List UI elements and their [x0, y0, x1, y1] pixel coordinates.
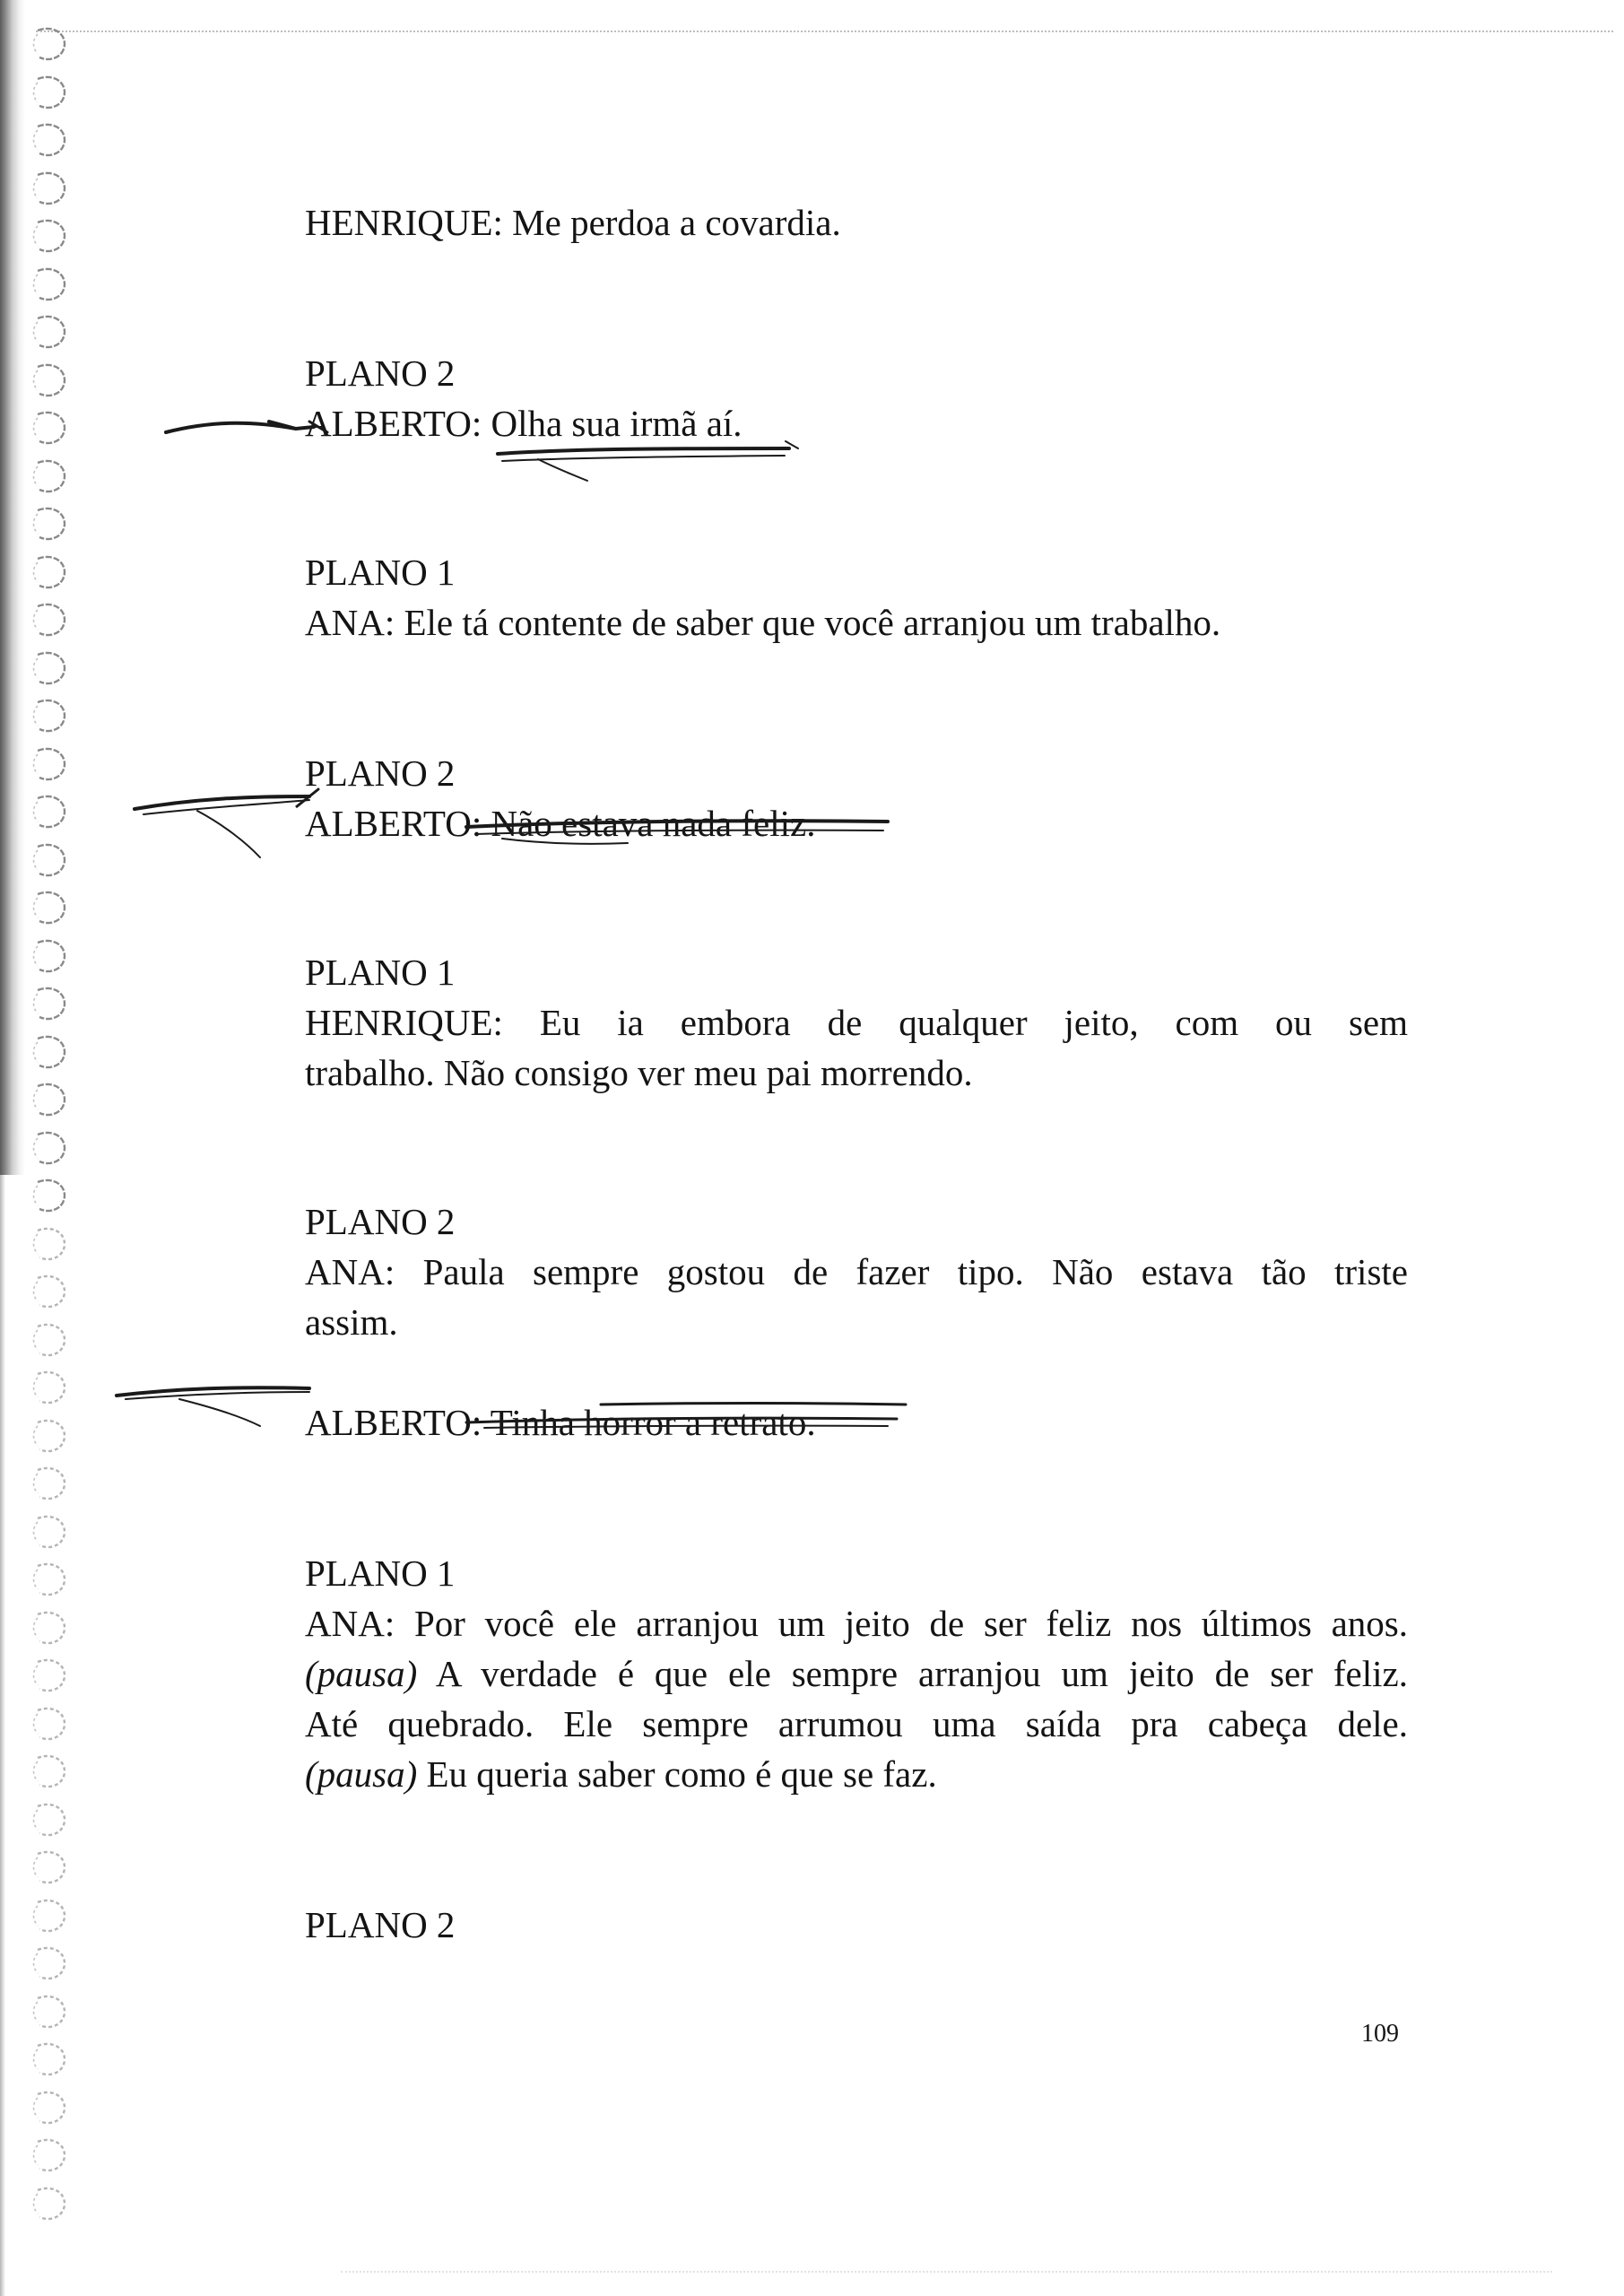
binding-ring: [25, 168, 70, 209]
script-page: [305, 197, 1408, 1950]
binding-ring: [25, 1511, 70, 1552]
binding-ring: [25, 1127, 70, 1169]
scene-block-ana-3: [305, 1548, 1408, 1799]
scene-heading: PLANO 2: [305, 1201, 456, 1242]
binding-ring: [25, 695, 70, 736]
scene-heading: PLANO 2: [305, 352, 456, 394]
binding-ring: [25, 1895, 70, 1936]
dialogue-line: assim.: [305, 1301, 398, 1343]
scene-block-ana-1: [305, 547, 1408, 648]
binding-ring: [25, 935, 70, 977]
binding-ring: [25, 1271, 70, 1312]
binding-ring: [25, 1367, 70, 1408]
binding-ring: [25, 215, 70, 257]
binding-ring: [25, 1031, 70, 1073]
stage-direction: (pausa): [305, 1653, 418, 1694]
binding-ring: [25, 1463, 70, 1504]
strike-mark-1: [166, 422, 314, 432]
binding-ring: [25, 1847, 70, 1888]
dialogue-line: HENRIQUE: Eu ia embora de qualquer jeito, com ou sem: [305, 1002, 1408, 1043]
dialogue-line: (pausa) A verdade é que ele sempre arranjou um jeito de ser feliz.: [305, 1653, 1408, 1694]
scene-heading: PLANO 2: [305, 752, 456, 794]
binding-ring: [25, 456, 70, 497]
binding-ring: [25, 1559, 70, 1600]
binding-ring: [25, 2087, 70, 2128]
scene-block-struck-3: [305, 1397, 1408, 1448]
binding-ring: [25, 2183, 70, 2224]
strike-mark-3: [117, 1387, 309, 1396]
binding-ring: [25, 552, 70, 593]
strike-mark-2: [135, 796, 309, 809]
binding-ring: [25, 887, 70, 928]
binding-ring: [25, 360, 70, 401]
stage-direction: (pausa): [305, 1753, 418, 1795]
dialogue-line: ANA: Paula sempre gostou de fazer tipo. Não estava tão triste: [305, 1251, 1408, 1292]
binding-shadow-lower: [0, 1175, 5, 2296]
binding-ring: [25, 23, 70, 65]
binding-ring: [25, 2135, 70, 2176]
struck-dialogue-line: ALBERTO: Tinha horror a retrato.: [305, 1402, 816, 1443]
binding-ring: [25, 1079, 70, 1120]
dialogue-line: ANA: Ele tá contente de saber que você arranjou um trabalho.: [305, 602, 1221, 643]
binding-ring: [25, 264, 70, 305]
scene-heading: PLANO 1: [305, 1552, 456, 1594]
binding-ring: [25, 1991, 70, 2032]
binding-ring: [25, 407, 70, 448]
dialogue-line: trabalho. Não consigo ver meu pai morrendo.: [305, 1052, 973, 1093]
binding-ring: [25, 1415, 70, 1457]
struck-dialogue-line: ALBERTO: Não estava nada feliz.: [305, 803, 816, 844]
binding-ring: [25, 2039, 70, 2080]
dialogue-line: (pausa) Eu queria saber como é que se faz.: [305, 1753, 937, 1795]
binding-ring: [25, 311, 70, 352]
binding-ring: [25, 648, 70, 689]
binding-ring: [25, 744, 70, 785]
binding-ring: [25, 791, 70, 832]
scene-heading: PLANO 1: [305, 952, 456, 993]
scene-heading: PLANO 2: [305, 1904, 456, 1945]
binding-ring: [25, 599, 70, 640]
struck-dialogue-line: ALBERTO: Olha sua irmã aí.: [305, 403, 743, 444]
scene-block-struck-2: [305, 748, 1408, 848]
page-number: 109: [1361, 2020, 1399, 2048]
binding-ring: [25, 1751, 70, 1792]
binding-ring: [25, 1607, 70, 1648]
dialogue-line: HENRIQUE: Me perdoa a covardia.: [305, 202, 841, 243]
binding-ring: [25, 1319, 70, 1361]
binding-ring: [25, 1703, 70, 1744]
binding-ring: [25, 1655, 70, 1696]
dialogue-line: Até quebrado. Ele sempre arrumou uma saída pra cabeça dele.: [305, 1703, 1408, 1744]
binding-ring: [25, 1175, 70, 1216]
binding-shadow: [0, 0, 25, 1175]
binding-ring: [25, 119, 70, 161]
scene-heading: PLANO 1: [305, 552, 456, 593]
scan-bottom-edge: [341, 2271, 1552, 2273]
scene-block-ana-2: [305, 1196, 1408, 1347]
dialogue-henrique-1: [305, 197, 1408, 248]
scene-block-henrique-2: [305, 947, 1408, 1098]
dialogue-line: ANA: Por você ele arranjou um jeito de ser feliz nos últimos anos.: [305, 1603, 1408, 1644]
binding-ring: [25, 503, 70, 544]
scan-top-edge: [36, 30, 1613, 32]
scene-block-final: [305, 1900, 1408, 1950]
binding-ring: [25, 839, 70, 881]
binding-ring: [25, 983, 70, 1024]
scene-block-struck-1: [305, 348, 1408, 448]
binding-ring: [25, 72, 70, 113]
binding-ring: [25, 1799, 70, 1840]
binding-ring: [25, 1943, 70, 1984]
binding-ring: [25, 1223, 70, 1265]
